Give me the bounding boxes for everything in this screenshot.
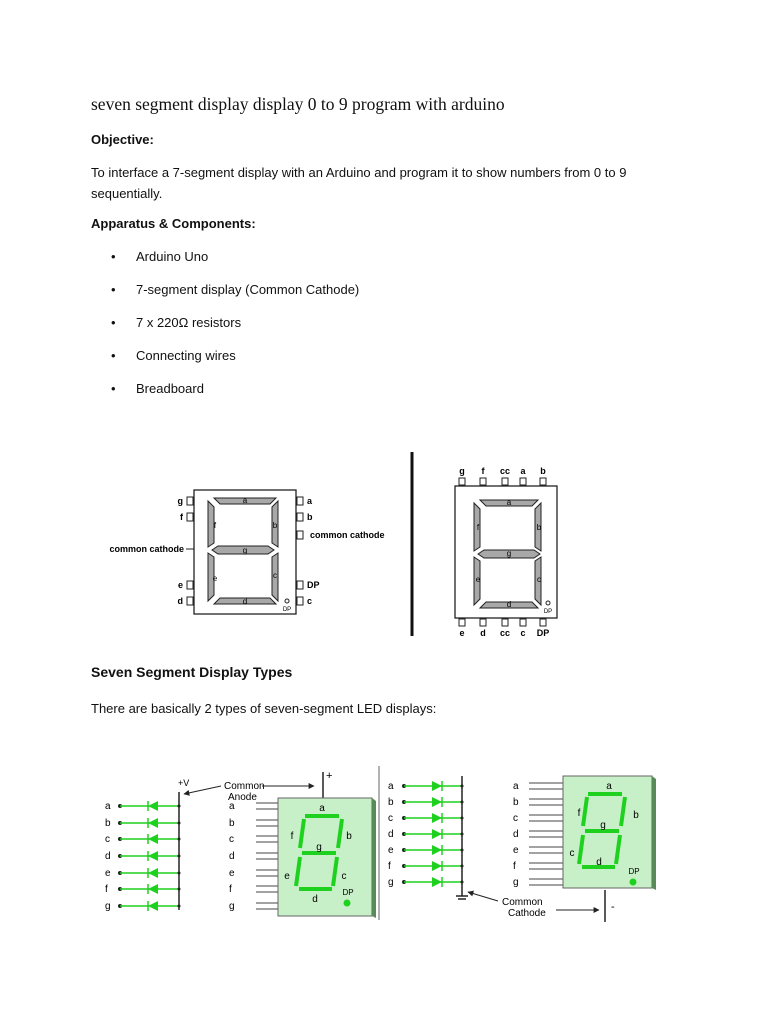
led-row: [118, 868, 181, 878]
segment-label-b: b: [536, 523, 542, 532]
pin-label-e: e: [513, 845, 519, 856]
display-types-figure: [96, 764, 666, 924]
segment-label-a: a: [242, 496, 248, 505]
segment-label-f: f: [577, 808, 581, 819]
segment-label-c: c: [341, 871, 347, 882]
list-item: • 7 x 220Ω resistors: [91, 313, 359, 346]
led-row: [118, 818, 181, 828]
segment-label-c: c: [273, 571, 277, 580]
led-row: [402, 861, 464, 871]
row-label-c: c: [388, 813, 393, 824]
segment-label-c: c: [537, 575, 541, 584]
segment-label-f: f: [290, 831, 294, 842]
led-row: [118, 834, 181, 844]
objective-text: [91, 162, 651, 204]
pin-label-f: f: [481, 466, 485, 476]
cathode-arrow: [468, 892, 498, 901]
segment-label-d: d: [596, 857, 602, 868]
pin-label-e: e: [177, 580, 183, 590]
pinout-right: [455, 466, 557, 638]
pin-label-b: b: [513, 797, 519, 808]
pin-square: [297, 513, 303, 521]
led-row: [402, 829, 464, 839]
pin-label-dp: DP: [307, 580, 320, 590]
pin-label-g: g: [459, 466, 465, 476]
led-row: [402, 877, 464, 887]
types-heading: Seven Segment Display Types: [91, 664, 293, 680]
segment-label-a: a: [319, 803, 325, 814]
pin-label-e: e: [229, 868, 235, 879]
pin-label-g: g: [513, 877, 519, 888]
pin-square: [520, 619, 526, 626]
segment-label-g: g: [316, 842, 322, 853]
led-row: [118, 884, 181, 894]
pinout-figure: [90, 448, 570, 640]
pin-label-b: b: [307, 512, 313, 522]
segment-label-e: e: [284, 871, 290, 882]
pin-label-c: c: [513, 813, 518, 824]
led-row: [402, 797, 464, 807]
pin-square: [297, 597, 303, 605]
list-item: • Arduino Uno: [91, 247, 359, 280]
segment-label-a: a: [506, 498, 512, 507]
pin-label-e: e: [459, 628, 465, 638]
pin-square: [297, 581, 303, 589]
segment-label-a: a: [606, 781, 612, 792]
document-title: seven segment display display 0 to 9 program with arduino: [91, 94, 505, 114]
segment-label-d: d: [312, 894, 318, 905]
led-row: [402, 813, 464, 823]
pin-label-c: c: [307, 596, 313, 606]
led-row: [118, 851, 181, 861]
common-cathode-diagram: [388, 776, 656, 922]
common-cathode-label-left: common cathode: [109, 544, 184, 554]
segment-label-d: d: [242, 597, 248, 606]
dp-label: DP: [543, 609, 553, 615]
display-side: [652, 776, 656, 890]
pin-square: [459, 478, 465, 485]
dp-dot: [630, 879, 637, 886]
pin-label-d: d: [480, 628, 486, 638]
segment-label-b: b: [346, 831, 352, 842]
row-label-e: e: [388, 845, 394, 856]
pin-label-g: g: [177, 496, 183, 506]
row-label-e: e: [105, 868, 111, 879]
pin-label-f: f: [229, 884, 232, 895]
segment-label-c: c: [569, 848, 575, 859]
segment-label-b: b: [272, 521, 278, 530]
pin-square: [187, 497, 193, 505]
pin-square: [480, 478, 486, 485]
dp-label: DP: [342, 888, 354, 897]
pin-leads: [529, 783, 563, 885]
list-item: • 7-segment display (Common Cathode): [91, 280, 359, 313]
pin-square: [540, 478, 546, 485]
common-anode-line1: Common: [224, 781, 265, 792]
row-label-f: f: [105, 884, 108, 895]
pin-square: [187, 513, 193, 521]
pin-square: [459, 619, 465, 626]
pin-label-a: a: [307, 496, 313, 506]
pinout-left: [109, 490, 384, 614]
objective-line-1: To interface a 7-segment display with an Arduino and program it to show numbers from 0 to 9: [91, 165, 627, 180]
pin-square: [540, 619, 546, 626]
segment-label-e: e: [212, 574, 218, 583]
pin-label-c: c: [229, 834, 234, 845]
row-label-b: b: [388, 797, 394, 808]
segment-label-e: e: [475, 575, 481, 584]
common-anode-line2: Anode: [228, 792, 257, 803]
row-label-d: d: [105, 851, 111, 862]
row-label-f: f: [388, 861, 391, 872]
apparatus-list: [91, 247, 359, 412]
led-row: [402, 845, 464, 855]
apparatus-heading: Apparatus & Components:: [91, 216, 256, 231]
anode-arrow: [184, 786, 221, 794]
plus-label: +: [326, 770, 333, 782]
pin-label-d: d: [177, 596, 183, 606]
list-item: • Connecting wires: [91, 346, 359, 379]
pin-label-c: c: [520, 628, 526, 638]
row-label-b: b: [105, 818, 111, 829]
pin-label-b: b: [229, 818, 235, 829]
row-label-a: a: [105, 801, 111, 812]
led-row: [402, 781, 464, 791]
pin-label-dp: DP: [536, 628, 550, 638]
pin-square: [520, 478, 526, 485]
dp-label: DP: [282, 607, 292, 613]
pin-square: [187, 581, 193, 589]
segment-label-g: g: [506, 549, 512, 558]
plus-v-label: +V: [178, 778, 190, 788]
objective-heading: Objective:: [91, 132, 154, 147]
common-cathode-label-right: common cathode: [310, 530, 385, 540]
list-item: • Breadboard: [91, 379, 359, 412]
pin-square: [187, 597, 193, 605]
objective-line-2: sequentially.: [91, 186, 163, 201]
led-row: [118, 801, 181, 811]
pin-label-cc: cc: [499, 466, 511, 476]
segment-label-f: f: [476, 523, 480, 532]
dp-dot: [344, 900, 351, 907]
pin-square: [502, 619, 508, 626]
display-side: [372, 798, 376, 918]
pin-label-d: d: [513, 829, 519, 840]
pin-label-f: f: [513, 861, 516, 872]
pin-square: [480, 619, 486, 626]
pin-label-f: f: [180, 512, 183, 522]
pin-leads: [256, 803, 278, 909]
pin-label-a: a: [513, 781, 519, 792]
pin-label-g: g: [229, 901, 235, 912]
pin-label-cc: cc: [499, 628, 511, 638]
types-text: There are basically 2 types of seven-segment LED displays:: [91, 701, 437, 716]
segment-label-b: b: [633, 810, 639, 821]
row-label-c: c: [105, 834, 110, 845]
segment-label-f: f: [213, 521, 217, 530]
row-label-g: g: [105, 901, 111, 912]
common-cathode-line1: Common: [502, 897, 543, 908]
pin-square: [297, 531, 303, 539]
pin-label-a: a: [229, 801, 235, 812]
row-label-g: g: [388, 877, 394, 888]
row-label-d: d: [388, 829, 394, 840]
segment-label-d: d: [506, 600, 512, 609]
pin-label-b: b: [540, 466, 546, 476]
pin-label-a: a: [520, 466, 526, 476]
pin-square: [502, 478, 508, 485]
pin-square: [297, 497, 303, 505]
dp-label: DP: [628, 867, 640, 876]
segment-label-g: g: [600, 820, 606, 831]
pin-label-d: d: [229, 851, 235, 862]
segment-label-g: g: [242, 546, 248, 555]
minus-label: -: [611, 901, 615, 913]
common-anode-diagram: [105, 770, 376, 918]
row-label-a: a: [388, 781, 394, 792]
led-row: [118, 901, 181, 911]
common-cathode-line2: Cathode: [508, 908, 546, 919]
